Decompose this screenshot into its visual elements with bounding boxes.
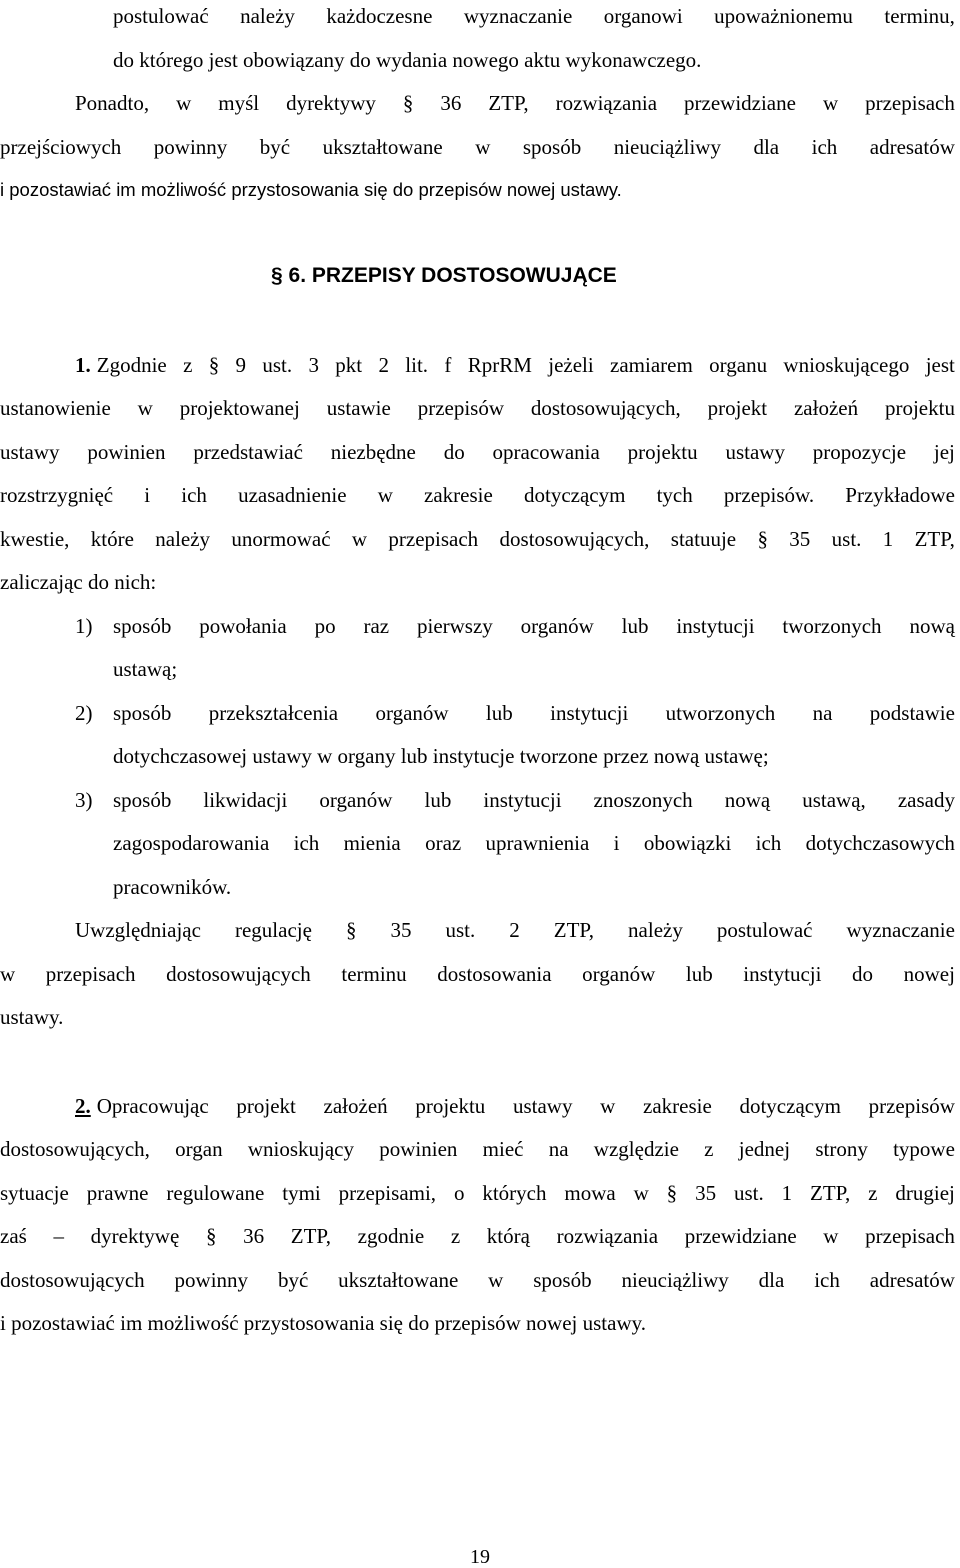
word: terminu, [884, 4, 955, 28]
word: projektu [415, 1094, 486, 1118]
word: przepisach [388, 527, 479, 551]
item-1-first-line [75, 353, 955, 377]
word: sposób [113, 614, 172, 638]
word: ust. [262, 353, 293, 377]
word: wnioskujący [247, 1137, 354, 1161]
word: mowa [564, 1181, 616, 1205]
word: nowej [903, 962, 955, 986]
word: powinny [174, 1268, 249, 1292]
word: unormować [231, 527, 331, 551]
word: sposób [113, 701, 172, 725]
word: lit. [405, 353, 429, 377]
word: przepisami, [338, 1181, 437, 1205]
word: w [822, 91, 839, 115]
word: 1 [882, 527, 894, 551]
word: nową [724, 788, 771, 812]
word: ich [755, 831, 782, 855]
word: § [402, 91, 414, 115]
word: dyrektywę [90, 1224, 180, 1248]
word: dotyczącym [739, 1094, 841, 1118]
word: rozstrzygnięć [0, 483, 114, 507]
word: zakresie [643, 1094, 712, 1118]
word: projektowanej [179, 396, 300, 420]
paragraph-line: i pozostawiać im możliwość przystosowania się do przepisów nowej ustawy. [0, 1311, 646, 1335]
paragraph-line [0, 1181, 955, 1205]
word: zgodnie [357, 1224, 425, 1248]
word: należy [240, 4, 295, 28]
word: organ [175, 1137, 223, 1161]
word: dyrektywy [286, 91, 376, 115]
word: 2 [378, 353, 389, 377]
list-marker: 2) [75, 701, 93, 725]
word: podstawie [869, 701, 955, 725]
word: przepisach [865, 91, 955, 115]
word: tych [656, 483, 693, 507]
item-2-first-line [75, 1094, 955, 1118]
word: wnioskującego [783, 353, 910, 377]
word: jej [933, 440, 955, 464]
list-item-line: ustawą; [113, 657, 178, 681]
word: przepisów [868, 1094, 955, 1118]
list-marker: 1) [75, 614, 93, 638]
word: założeń [323, 1094, 388, 1118]
word: strony [815, 1137, 868, 1161]
word: przekształcenia [208, 701, 339, 725]
word: jeżeli [548, 353, 594, 377]
word: z [868, 1181, 878, 1205]
word: instytucji [550, 701, 629, 725]
word: dostosowujących, [530, 396, 681, 420]
word: rozwiązania [556, 1224, 659, 1248]
word: uprawnienia [485, 831, 590, 855]
paragraph-line [0, 483, 955, 507]
word: przedstawiać [193, 440, 303, 464]
word: utworzonych [665, 701, 776, 725]
word: i [144, 483, 151, 507]
word: być [277, 1268, 309, 1292]
word: upoważnionemu [714, 4, 853, 28]
word: lub [685, 962, 713, 986]
word: rozwiązania [555, 91, 658, 115]
page-number: 19 [470, 1546, 490, 1568]
word: myśl [218, 91, 260, 115]
word: zaś [0, 1224, 27, 1248]
paragraph-line [75, 91, 955, 115]
word: dla [753, 135, 780, 159]
word: adresatów [869, 135, 955, 159]
word: projekt [236, 1094, 296, 1118]
word: organu [709, 353, 768, 377]
word: których [482, 1181, 547, 1205]
word: terminu [341, 962, 407, 986]
word: ich [181, 483, 207, 507]
word: uzasadnienie [238, 483, 347, 507]
word: tymi [282, 1181, 321, 1205]
paragraph-line [0, 527, 955, 551]
word: organów [582, 962, 656, 986]
word: zasady [897, 788, 955, 812]
word: powinien [87, 440, 166, 464]
word: projekt [707, 396, 768, 420]
word: należy [155, 527, 211, 551]
paragraph-line: ustawy. [0, 1005, 64, 1029]
word: dostosowujących, [0, 1137, 150, 1161]
word: przepisów [417, 396, 505, 420]
paragraph-line: i pozostawiać im możliwość przystosowania się do przepisów nowej ustawy. [0, 179, 622, 200]
paragraph-line [97, 1094, 955, 1118]
word: projektu [627, 440, 698, 464]
word: dotyczącym [523, 483, 626, 507]
word: RprRM [467, 353, 532, 377]
word: w [377, 483, 393, 507]
word: postulować [113, 4, 209, 28]
word: § [757, 527, 768, 551]
word: organowi [603, 4, 683, 28]
word: założeń [793, 396, 859, 420]
word: z [704, 1137, 714, 1161]
word: niezbędne [330, 440, 416, 464]
word: Przykładowe [845, 483, 955, 507]
word: § [208, 353, 220, 377]
paragraph-line [0, 1137, 955, 1161]
word: w [823, 1224, 839, 1248]
word: przewidziane [684, 91, 796, 115]
word: typowe [893, 1137, 955, 1161]
word: wyznaczanie [846, 918, 955, 942]
word: należy [628, 918, 683, 942]
word: organów [520, 614, 594, 638]
word: do [852, 962, 874, 986]
item-number: 2. [75, 1094, 91, 1118]
list-item-line [113, 614, 955, 638]
word: do [443, 440, 465, 464]
word: f [444, 353, 452, 377]
word: w [600, 1094, 616, 1118]
word: instytucji [743, 962, 822, 986]
word: ustawą, [802, 788, 866, 812]
word: organów [319, 788, 393, 812]
word: przepisach [45, 962, 136, 986]
word: ukształtowane [322, 135, 443, 159]
section-heading: § 6. PRZEPISY DOSTOSOWUJĄCE [271, 264, 617, 287]
word: mieć [482, 1137, 524, 1161]
word: pierwszy [416, 614, 493, 638]
word: ust. [831, 527, 862, 551]
word: znoszonych [593, 788, 693, 812]
word: na [812, 701, 833, 725]
word: zagospodarowania [113, 831, 270, 855]
word: ich [811, 135, 838, 159]
word: raz [363, 614, 390, 638]
word: projektu [884, 396, 955, 420]
word: dostosowania [437, 962, 552, 986]
word: ukształtowane [338, 1268, 459, 1292]
word: z [183, 353, 193, 377]
word: obowiązki [643, 831, 732, 855]
paragraph-line [97, 353, 955, 377]
word: wyznaczanie [463, 4, 573, 28]
word: i [613, 831, 620, 855]
word: 2 [509, 918, 520, 942]
list-item-line [113, 701, 955, 725]
word: ustawy [725, 440, 785, 464]
word: 1 [781, 1181, 793, 1205]
word: które [90, 527, 134, 551]
word: instytucji [483, 788, 562, 812]
word: oraz [425, 831, 462, 855]
word: Opracowując [96, 1094, 209, 1118]
word: w [176, 91, 192, 115]
list-marker: 3) [75, 788, 93, 812]
word: kwestie, [0, 527, 70, 551]
word: ich [293, 831, 320, 855]
word: ZTP, [488, 91, 529, 115]
word: w [475, 135, 491, 159]
word: którą [486, 1224, 530, 1248]
word: ZTP, [290, 1224, 332, 1248]
word: względzie [593, 1137, 679, 1161]
word: Ponadto, [75, 91, 150, 115]
word: likwidacji [203, 788, 288, 812]
word: z [450, 1224, 461, 1248]
word: organów [375, 701, 449, 725]
word: na [548, 1137, 569, 1161]
word: powinny [153, 135, 228, 159]
word: w [0, 962, 16, 986]
word: w [137, 396, 153, 420]
word: przepisach [865, 1224, 955, 1248]
paragraph-line [0, 1224, 955, 1248]
word: dotychczasowych [805, 831, 955, 855]
list-item-line: pracowników. [113, 875, 232, 899]
word: § [345, 918, 357, 942]
item-number: 1. [75, 353, 91, 377]
word: statuuje [670, 527, 737, 551]
word: drugiej [895, 1181, 955, 1205]
word: sytuacje [0, 1181, 69, 1205]
word: lub [621, 614, 649, 638]
paragraph-line [0, 396, 955, 420]
word: 3 [308, 353, 319, 377]
word: regulowane [166, 1181, 265, 1205]
paragraph-line [0, 1268, 955, 1292]
word: zamiarem [610, 353, 693, 377]
word: pkt [335, 353, 363, 377]
word: prawne [86, 1181, 149, 1205]
word: 36 [243, 1224, 265, 1248]
word: sposób [113, 788, 172, 812]
word: adresatów [869, 1268, 955, 1292]
paragraph-line [0, 962, 955, 986]
paragraph-line: zaliczając do nich: [0, 570, 157, 594]
word: instytucji [676, 614, 755, 638]
list-item-line [113, 831, 955, 855]
word: w [633, 1181, 649, 1205]
word: dostosowujących, [499, 527, 650, 551]
word: propozycje [812, 440, 907, 464]
word: lub [424, 788, 452, 812]
word: dla [758, 1268, 785, 1292]
word: dostosowujących [166, 962, 311, 986]
word: ustawy [512, 1094, 573, 1118]
word: przejściowych [0, 135, 122, 159]
paragraph-line [75, 918, 955, 942]
paragraph-line [0, 440, 955, 464]
paragraph-line: do którego jest obowiązany do wydania nowego aktu wykonawczego. [113, 48, 702, 72]
word: przepisów. [723, 483, 815, 507]
word: regulację [234, 918, 312, 942]
list-item-line: dotychczasowej ustawy w organy lub instytucje tworzone przez nową ustawę; [113, 744, 769, 768]
word: 35 [789, 527, 811, 551]
word: w [351, 527, 368, 551]
word: ZTP, [810, 1181, 851, 1205]
word: każdoczesne [326, 4, 433, 28]
word: nieuciążliwy [613, 135, 721, 159]
word: zakresie [424, 483, 493, 507]
word: lub [485, 701, 513, 725]
word: ZTP, [914, 527, 955, 551]
word: Zgodnie [96, 353, 167, 377]
word: ustawy [0, 440, 60, 464]
word: przewidziane [684, 1224, 797, 1248]
word: 36 [440, 91, 462, 115]
word: 35 [390, 918, 412, 942]
word: Uwzględniając [75, 918, 201, 942]
word: w [488, 1268, 504, 1292]
word: 9 [235, 353, 247, 377]
word: ust. [445, 918, 476, 942]
paragraph-line [0, 135, 955, 159]
word: jest [925, 353, 955, 377]
word: ustanowienie [0, 396, 111, 420]
word: powinien [379, 1137, 458, 1161]
word: mienia [343, 831, 401, 855]
word: 35 [695, 1181, 717, 1205]
word: § [205, 1224, 217, 1248]
word: ZTP, [553, 918, 595, 942]
word: ich [814, 1268, 840, 1292]
list-item-line [113, 788, 955, 812]
word: nową [909, 614, 955, 638]
word: opracowania [492, 440, 600, 464]
word: sposób [522, 135, 582, 159]
word: nieuciążliwy [621, 1268, 729, 1292]
word: powołania [199, 614, 287, 638]
word: § [666, 1181, 678, 1205]
word: jednej [738, 1137, 791, 1161]
word: ust. [733, 1181, 764, 1205]
paragraph-line [113, 4, 955, 28]
word: być [259, 135, 291, 159]
word: dostosowujących [0, 1268, 145, 1292]
word: o [453, 1181, 465, 1205]
word: – [53, 1224, 64, 1248]
word: ustawie [326, 396, 391, 420]
word: postulować [716, 918, 813, 942]
word: sposób [533, 1268, 592, 1292]
word: tworzonych [782, 614, 882, 638]
word: po [314, 614, 336, 638]
